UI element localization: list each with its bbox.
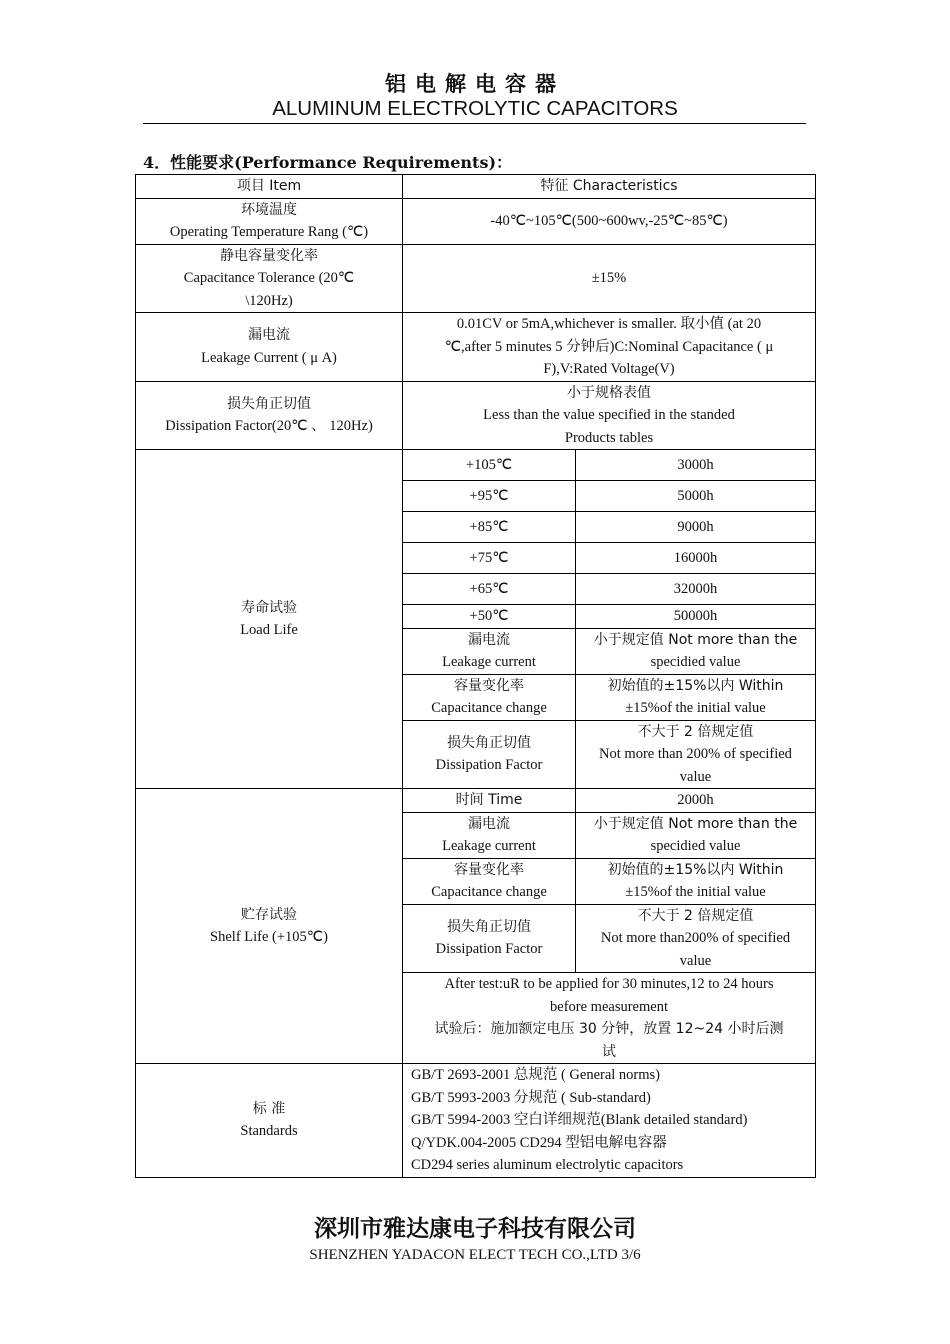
shelf-df-cn: 损失角正切值 <box>447 918 531 935</box>
load-df-v2: Not more than 200% of specified <box>599 746 792 762</box>
standards-line-4: Q/YDK.004-2005 CD294 型铝电解电容器 <box>411 1134 667 1151</box>
shelf-leak-v1: 小于规定值 Not more than the <box>593 815 798 832</box>
cap-tol-en1: Capacitance Tolerance (20℃ <box>183 270 355 286</box>
shelf-df-en: Dissipation Factor <box>435 941 543 958</box>
shelf-cap-value <box>576 858 816 904</box>
shelf-after-test <box>403 973 816 1064</box>
leak-v1: 0.01CV or 5mA,whichever is smaller. 取小值 (at 20 <box>456 316 762 332</box>
load-cap-v1: 初始值的±15%以内 Within <box>607 677 784 694</box>
temp-value: -40℃~105℃(500~600wv,-25℃~85℃) <box>403 198 816 244</box>
shelf-time-value: 2000h <box>576 789 816 813</box>
df-v2: Less than the value specified in the standed <box>483 407 735 423</box>
shelf-life-item <box>136 789 403 1064</box>
load-temp-2: +95℃ <box>403 481 576 512</box>
shelf-df-v2: Not more than200% of specified <box>600 930 791 946</box>
table-row <box>136 789 816 813</box>
header-item: 项目 Item <box>136 175 403 199</box>
section-title: 4．性能要求(Performance Requirements)： <box>143 153 513 172</box>
header-title-en: ALUMINUM ELECTROLYTIC CAPACITORS <box>272 97 678 120</box>
leak-v2: ℃,after 5 minutes 5 分钟后)C:Nominal Capacitance ( μ <box>444 338 774 355</box>
standards-cn: 标 准 <box>252 1100 286 1117</box>
load-leak-v2: specidied value <box>650 654 741 670</box>
table-row <box>136 1064 816 1178</box>
leak-en: Leakage Current ( μ A) <box>201 349 337 366</box>
shelf-cap-cn: 容量变化率 <box>454 861 524 878</box>
load-cap-v2: ±15%of the initial value <box>625 700 766 716</box>
load-hours-4: 16000h <box>576 543 816 574</box>
shelf-time-label: 时间 Time <box>403 789 576 813</box>
cap-tol-cn: 静电容量变化率 <box>220 247 318 264</box>
shelf-leak-label <box>403 812 576 858</box>
shelf-df-v1: 不大于 2 倍规定值 <box>637 907 754 924</box>
table-row <box>136 313 816 382</box>
load-df-cn: 损失角正切值 <box>447 734 531 751</box>
standards-line-5: CD294 series aluminum electrolytic capacitors <box>411 1157 684 1173</box>
temp-cn: 环境温度 <box>241 201 297 218</box>
load-hours-2: 5000h <box>576 481 816 512</box>
df-v3: Products tables <box>564 429 654 446</box>
shelf-cap-v1: 初始值的±15%以内 Within <box>607 861 784 878</box>
standards-value <box>403 1064 816 1178</box>
shelf-cap-v2: ±15%of the initial value <box>625 884 766 900</box>
shelf-df-value <box>576 904 816 973</box>
load-life-cn: 寿命试验 <box>241 599 297 616</box>
standards-en: Standards <box>240 1123 298 1140</box>
footer-company-cn: 深圳市雅达康电子科技有限公司 <box>314 1216 636 1242</box>
df-value <box>403 381 816 450</box>
df-en: Dissipation Factor(20℃ 、 120Hz) <box>165 418 373 435</box>
load-temp-1: +105℃ <box>403 450 576 481</box>
load-cap-label <box>403 674 576 720</box>
load-life-en: Load Life <box>240 622 298 638</box>
leak-value <box>403 313 816 382</box>
leak-v3: F),V:Rated Voltage(V) <box>543 361 675 377</box>
load-cap-cn: 容量变化率 <box>454 677 524 694</box>
load-hours-1: 3000h <box>576 450 816 481</box>
table-row <box>136 450 816 481</box>
shelf-leak-cn: 漏电流 <box>468 815 510 832</box>
load-df-v1: 不大于 2 倍规定值 <box>637 723 754 740</box>
load-df-v3: value <box>679 768 712 785</box>
load-leak-v1: 小于规定值 Not more than the <box>593 631 798 648</box>
shelf-df-v3: value <box>679 952 712 969</box>
load-leak-label <box>403 628 576 674</box>
load-leak-value <box>576 628 816 674</box>
temp-en: Operating Temperature Rang (℃) <box>169 224 369 240</box>
load-temp-5: +65℃ <box>403 574 576 605</box>
table-row <box>136 198 816 244</box>
shelf-life-cn: 贮存试验 <box>241 906 297 923</box>
performance-table <box>135 174 816 1178</box>
load-temp-3: +85℃ <box>403 512 576 543</box>
standards-line-1: GB/T 2693-2001 总规范 ( General norms) <box>411 1067 661 1083</box>
cap-tol-item <box>136 244 403 313</box>
shelf-after-4: 试 <box>602 1043 616 1060</box>
df-v1: 小于规格表值 <box>567 384 651 401</box>
load-leak-en: Leakage current <box>442 654 536 670</box>
load-leak-cn: 漏电流 <box>468 631 510 648</box>
shelf-cap-en: Capacitance change <box>431 884 547 900</box>
load-df-value <box>576 720 816 789</box>
shelf-leak-v2: specidied value <box>650 838 741 854</box>
load-hours-6: 50000h <box>576 605 816 629</box>
header-characteristics: 特征 Characteristics <box>403 175 816 199</box>
cap-tol-en2: \120Hz) <box>245 292 293 309</box>
shelf-cap-label <box>403 858 576 904</box>
shelf-after-3: 试验后：施加额定电压 30 分钟，放置 12~24 小时后测 <box>434 1021 784 1037</box>
shelf-life-en: Shelf Life (+105℃) <box>210 929 328 945</box>
load-temp-6: +50℃ <box>403 605 576 629</box>
load-hours-5: 32000h <box>576 574 816 605</box>
load-df-en: Dissipation Factor <box>435 757 543 774</box>
load-cap-value <box>576 674 816 720</box>
footer-company-en: SHENZHEN YADACON ELECT TECH CO.,LTD 3/6 <box>309 1247 641 1263</box>
shelf-leak-value <box>576 812 816 858</box>
load-hours-3: 9000h <box>576 512 816 543</box>
shelf-after-1: After test:uR to be applied for 30 minutes,12 to 24 hours <box>444 976 774 992</box>
leak-cn: 漏电流 <box>248 327 290 344</box>
load-life-item <box>136 450 403 789</box>
header-divider <box>143 123 806 124</box>
df-cn: 损失角正切值 <box>227 395 311 412</box>
cap-tol-value: ±15% <box>403 244 816 313</box>
load-cap-en: Capacitance change <box>431 700 547 716</box>
table-header-row <box>136 175 816 199</box>
shelf-leak-en: Leakage current <box>442 838 536 854</box>
load-temp-4: +75℃ <box>403 543 576 574</box>
shelf-after-2: before measurement <box>550 998 668 1015</box>
leak-item <box>136 313 403 382</box>
standards-line-2: GB/T 5993-2003 分规范 ( Sub-standard) <box>411 1089 651 1106</box>
table-row <box>136 381 816 450</box>
standards-line-3: GB/T 5994-2003 空白详细规范(Blank detailed standard) <box>411 1112 748 1128</box>
load-df-label <box>403 720 576 789</box>
table-row <box>136 244 816 313</box>
df-item <box>136 381 403 450</box>
shelf-df-label <box>403 904 576 973</box>
header-title-cn: 铝电解电容器 <box>385 72 565 96</box>
temp-item <box>136 198 403 244</box>
standards-item <box>136 1064 403 1178</box>
